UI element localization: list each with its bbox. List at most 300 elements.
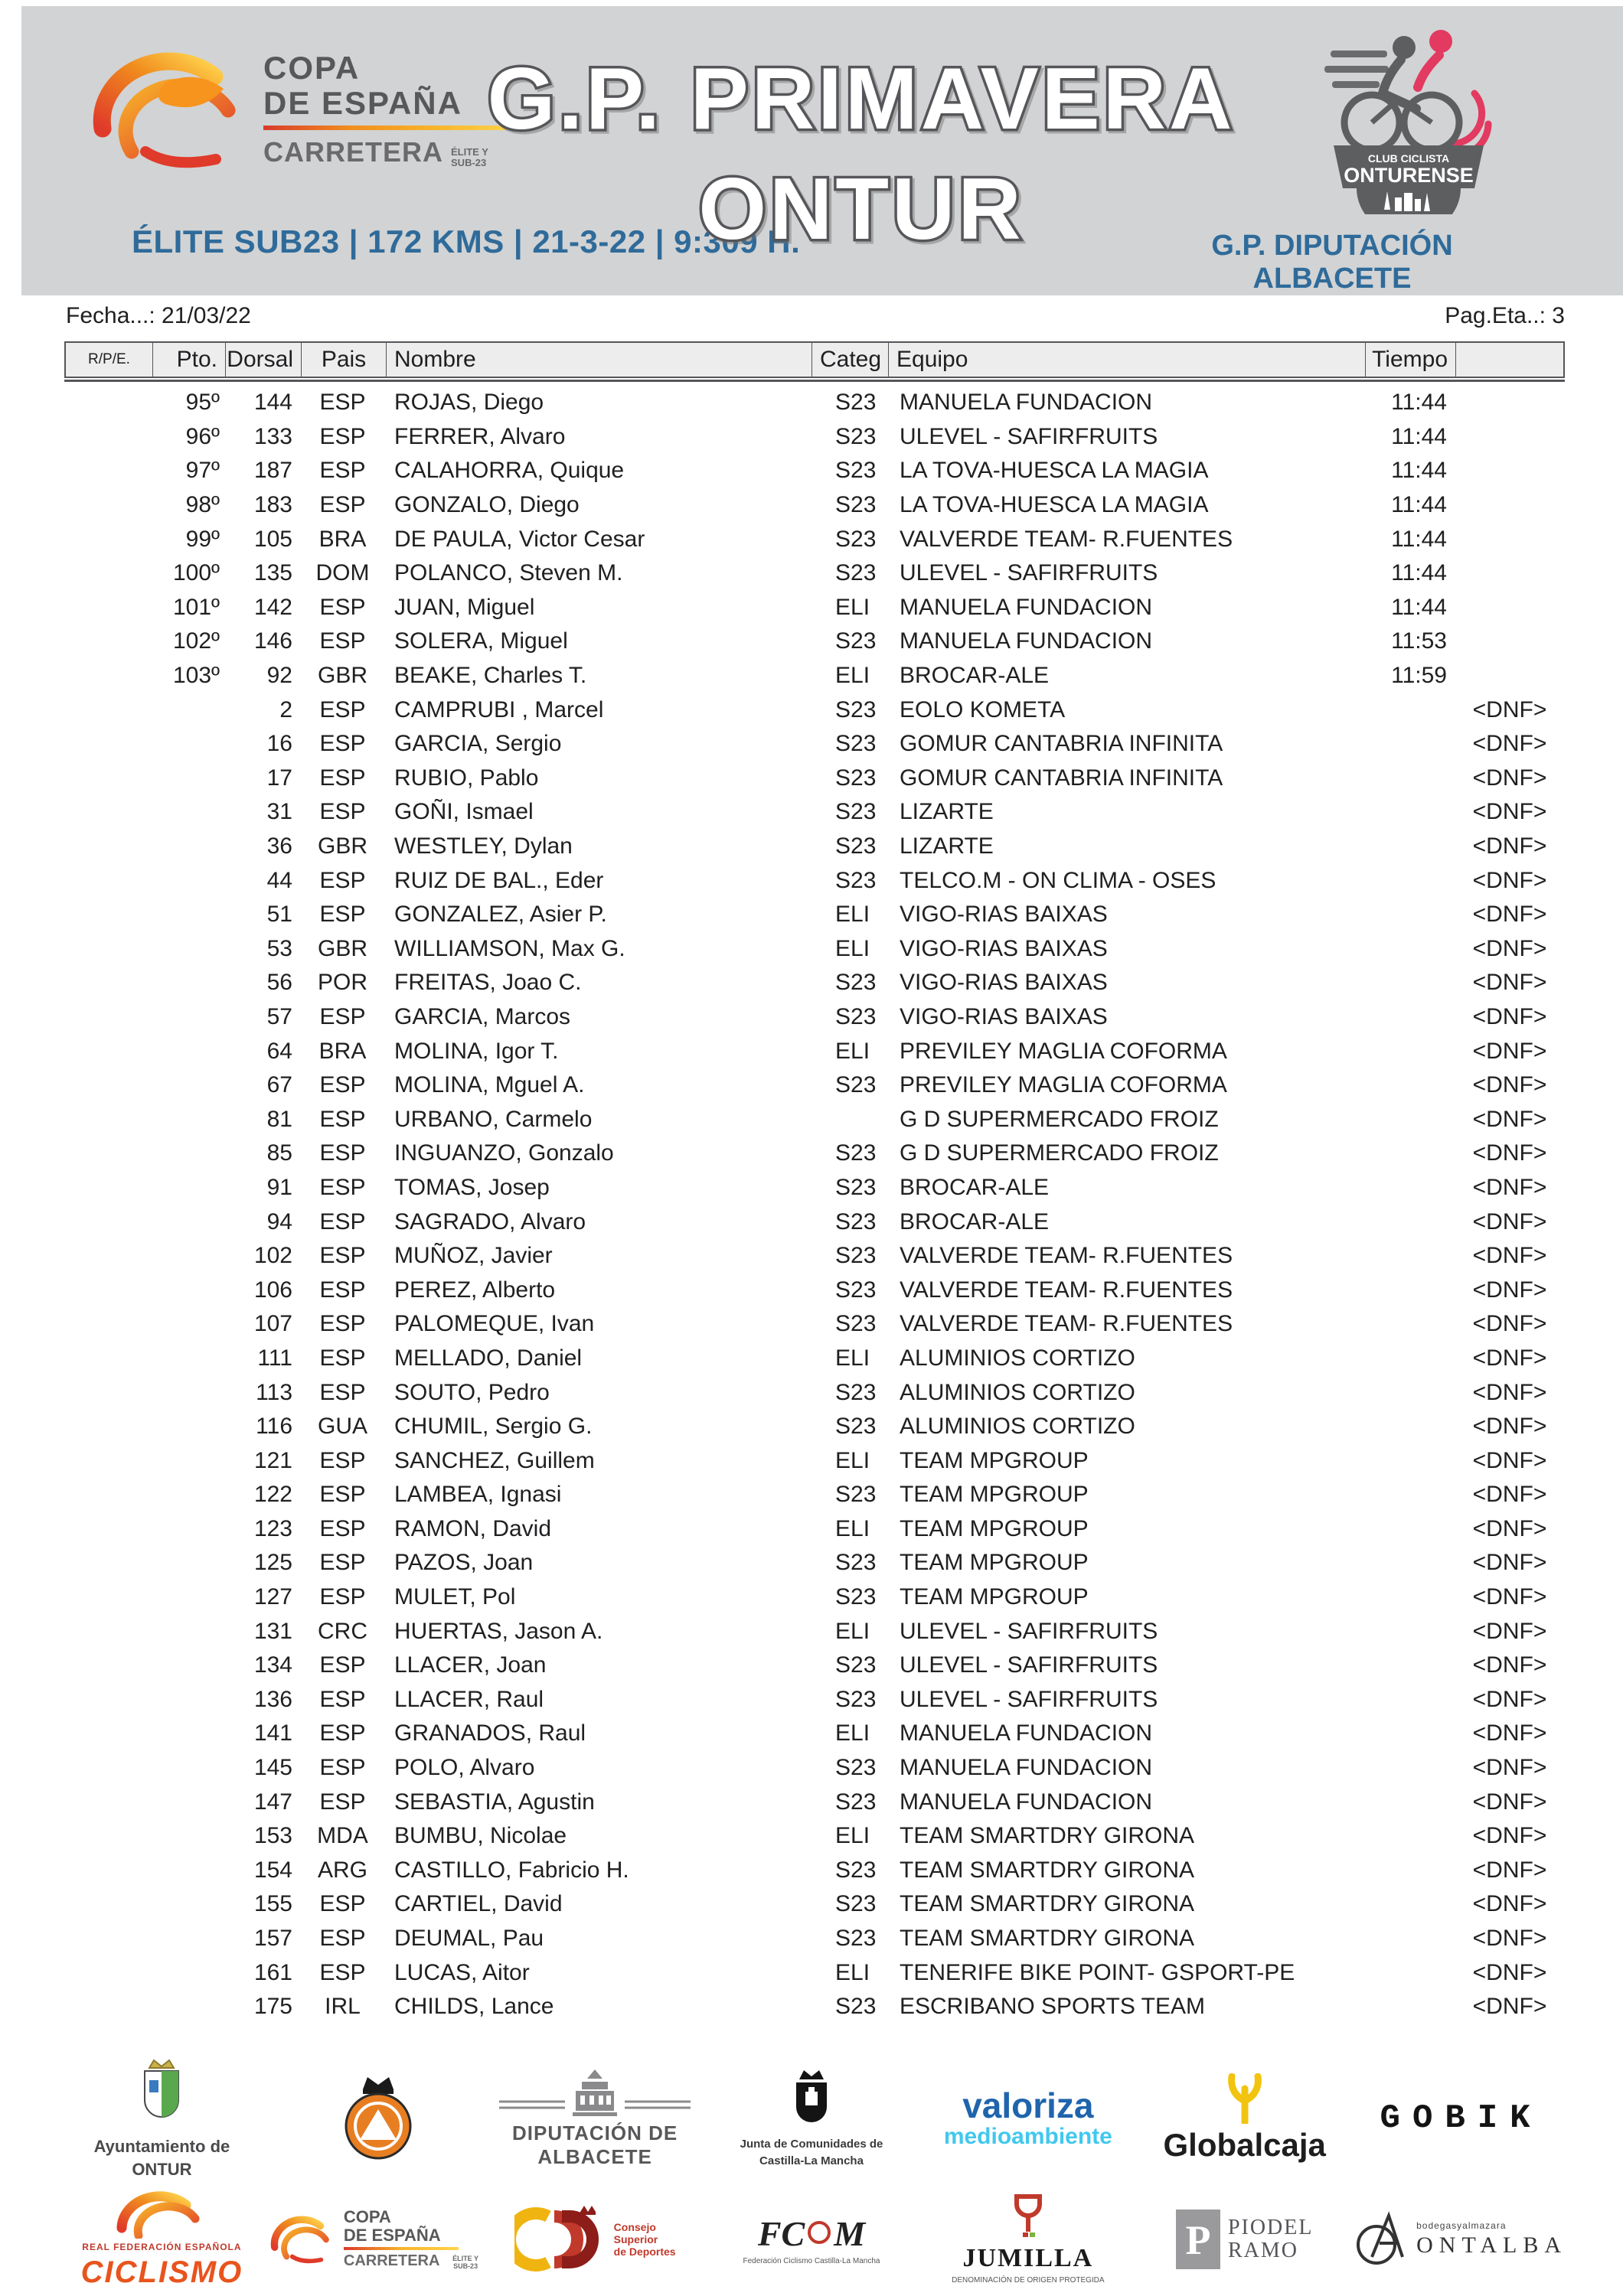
cell-equipo: VIGO-RIAS BAIXAS [900, 935, 1108, 961]
cell-categ: S23 [835, 1208, 877, 1234]
title-line2: ONTUR [698, 161, 1024, 258]
proteccion-civil-logo [341, 2073, 415, 2164]
rfec-swoosh-icon [116, 2188, 207, 2239]
cell-categ: ELI [835, 1038, 870, 1064]
svg-text:P: P [1185, 2216, 1211, 2263]
fccm-m: M [834, 2213, 866, 2253]
cell-nombre: DE PAULA, Victor Cesar [394, 526, 645, 552]
cell-pto: 103º [172, 663, 220, 689]
diputacion-albacete-logo [487, 2068, 704, 2169]
cell-nombre: POLO, Alvaro [394, 1755, 535, 1781]
cell-equipo: GOMUR CANTABRIA INFINITA [900, 731, 1223, 757]
cell-status: <DNF> [1472, 1652, 1547, 1678]
cell-nombre: GONZALO, Diego [394, 492, 580, 518]
cell-equipo: GOMUR CANTABRIA INFINITA [900, 765, 1223, 791]
cell-dorsal: 121 [253, 1447, 292, 1473]
fccm-subtitle: Federación Ciclismo Castilla-La Mancha [743, 2256, 880, 2265]
cell-dorsal: 64 [266, 1038, 292, 1064]
cell-status: <DNF> [1472, 1140, 1547, 1166]
cell-pto: 96º [185, 423, 220, 449]
cell-nombre: POLANCO, Steven M. [394, 560, 623, 586]
cell-categ: S23 [835, 1277, 877, 1303]
piodelramo-p-icon [1176, 2210, 1220, 2269]
table-row [64, 1580, 1565, 1615]
cell-dorsal: 142 [253, 594, 292, 620]
cell-pais: GUA [317, 1414, 367, 1440]
cell-equipo: ULEVEL - SAFIRFRUITS [900, 1652, 1158, 1678]
cell-nombre: GARCIA, Sergio [394, 731, 562, 757]
cell-categ: S23 [835, 833, 877, 859]
header-rule [64, 380, 1565, 382]
cell-categ: S23 [835, 1926, 877, 1952]
cell-dorsal: 92 [266, 663, 292, 689]
csd-line1: Consejo [613, 2220, 656, 2233]
cell-dorsal: 183 [253, 492, 292, 518]
rfec-line1: REAL FEDERACIÓN ESPAÑOLA [82, 2242, 242, 2252]
cell-nombre: LUCAS, Aitor [394, 1959, 530, 1985]
cell-nombre: SAGRADO, Alvaro [394, 1208, 586, 1234]
cell-dorsal: 175 [253, 1994, 292, 2020]
gobik-logo [1380, 2099, 1543, 2138]
valoriza-subtitle: medioambiente [943, 2123, 1112, 2149]
gp-diputacion-label: G.P. DIPUTACIÓN ALBACETE [1211, 230, 1453, 295]
cell-categ: S23 [835, 731, 877, 757]
jccm-line2: Castilla-La Mancha [759, 2154, 864, 2167]
table-row [64, 1785, 1565, 1819]
cell-tiempo: 11:44 [1391, 458, 1447, 484]
cell-categ: S23 [835, 799, 877, 825]
cell-nombre: CALAHORRA, Quique [394, 458, 625, 484]
cell-equipo: TEAM MPGROUP [900, 1550, 1089, 1576]
jumilla-wordmark: JUMILLA [962, 2244, 1094, 2272]
fccm-fc: FC [757, 2213, 805, 2253]
cell-status: <DNF> [1472, 1447, 1547, 1473]
cell-nombre: PAZOS, Joan [394, 1550, 534, 1576]
cell-pais: ESP [319, 1959, 366, 1985]
cell-pto: 95º [185, 390, 220, 416]
cell-nombre: MULET, Pol [394, 1584, 516, 1610]
cell-status: <DNF> [1472, 1277, 1547, 1303]
cell-categ: ELI [835, 594, 870, 620]
cell-pais: BRA [318, 526, 367, 552]
table-row [64, 522, 1565, 556]
cell-dorsal: 133 [253, 423, 292, 449]
table-row [64, 420, 1565, 455]
cell-nombre: FERRER, Alvaro [394, 423, 566, 449]
cell-dorsal: 135 [253, 560, 292, 586]
cell-nombre: CHILDS, Lance [394, 1994, 554, 2020]
table-row [64, 966, 1565, 1000]
cell-pto: 102º [172, 628, 220, 654]
fccm-wheel-icon [806, 2219, 832, 2245]
cell-pais: ESP [319, 1106, 366, 1132]
cell-categ: S23 [835, 1755, 877, 1781]
cell-equipo: MANUELA FUNDACION [900, 390, 1153, 416]
table-row [64, 1854, 1565, 1888]
cell-equipo: ALUMINIOS CORTIZO [900, 1379, 1135, 1405]
cell-categ: S23 [835, 765, 877, 791]
cell-tiempo: 11:44 [1391, 390, 1447, 416]
cell-status: <DNF> [1472, 1618, 1547, 1644]
table-row [64, 1614, 1565, 1649]
cell-equipo: LIZARTE [900, 833, 994, 859]
cell-pais: ESP [319, 799, 366, 825]
cell-status: <DNF> [1472, 1823, 1547, 1849]
jccm-shield-icon [787, 2069, 836, 2135]
cell-dorsal: 122 [253, 1482, 292, 1508]
cell-equipo: TEAM SMARTDRY GIRONA [900, 1857, 1195, 1883]
page-number-label: Pag.Eta..: 3 [1445, 303, 1565, 328]
cell-nombre: CASTILLO, Fabricio H. [394, 1857, 629, 1883]
cell-pais: ESP [319, 1243, 366, 1269]
cell-equipo: VIGO-RIAS BAIXAS [900, 970, 1108, 996]
cell-dorsal: 147 [253, 1789, 292, 1815]
table-row [64, 932, 1565, 967]
cell-nombre: MELLADO, Daniel [394, 1345, 583, 1371]
jumilla-glass-icon [1009, 2193, 1047, 2241]
cell-nombre: DEUMAL, Pau [394, 1926, 544, 1952]
cell-pais: ESP [319, 1311, 366, 1337]
onturense-line1: CLUB CICLISTA [1367, 152, 1450, 165]
table-row [64, 898, 1565, 932]
table-row [64, 1955, 1565, 1990]
cell-pto: 99º [185, 526, 220, 552]
cell-equipo: TELCO.M - ON CLIMA - OSES [900, 867, 1216, 893]
cell-equipo: VALVERDE TEAM- R.FUENTES [900, 1277, 1233, 1303]
results-rows [64, 386, 1565, 2024]
table-row [64, 386, 1565, 420]
cell-nombre: CARTIEL, David [394, 1891, 563, 1917]
cell-pais: MDA [317, 1823, 368, 1849]
cell-dorsal: 51 [266, 902, 292, 928]
ontalba-wordmark: ONTALBA [1416, 2232, 1568, 2258]
cell-dorsal: 136 [253, 1686, 292, 1712]
csd-line3: de Deportes [613, 2245, 676, 2258]
cell-pais: POR [317, 970, 367, 996]
cell-categ: S23 [835, 696, 877, 722]
table-row [64, 1205, 1565, 1239]
csd-line2: Superior [613, 2232, 658, 2245]
cell-dorsal: 102 [253, 1243, 292, 1269]
cell-pais: ESP [319, 1072, 366, 1098]
cell-status: <DNF> [1472, 1072, 1547, 1098]
copa-line2: DE ESPAÑA [263, 85, 462, 121]
diputacion-label: DIPUTACIÓN DE ALBACETE [512, 2121, 678, 2168]
cell-status: <DNF> [1472, 1994, 1547, 2020]
cell-pais: ESP [319, 1652, 366, 1678]
cell-categ: S23 [835, 560, 877, 586]
cell-equipo: TEAM MPGROUP [900, 1584, 1089, 1610]
cell-categ: S23 [835, 1311, 877, 1337]
col-status [1456, 343, 1566, 377]
cell-categ: S23 [835, 526, 877, 552]
copa-line1: COPA [263, 50, 361, 86]
cell-categ: S23 [835, 492, 877, 518]
sponsor-row-2 [54, 2187, 1569, 2291]
piodelramo-line2: RAMO [1227, 2238, 1298, 2262]
cell-pais: ESP [319, 628, 366, 654]
table-row [64, 1887, 1565, 1922]
cell-dorsal: 44 [266, 867, 292, 893]
cell-dorsal: 56 [266, 970, 292, 996]
cell-categ: S23 [835, 423, 877, 449]
cell-equipo: VIGO-RIAS BAIXAS [900, 1003, 1108, 1029]
cell-pais: ESP [319, 765, 366, 791]
cell-nombre: SEBASTIA, Agustin [394, 1789, 595, 1815]
cell-dorsal: 154 [253, 1857, 292, 1883]
cell-pais: ESP [319, 1482, 366, 1508]
table-row [64, 1683, 1565, 1717]
cell-pais: ESP [319, 1891, 366, 1917]
cell-status: <DNF> [1472, 765, 1547, 791]
csd-logo [514, 2204, 676, 2275]
cell-nombre: FREITAS, Joao C. [394, 970, 582, 996]
cell-nombre: WESTLEY, Dylan [394, 833, 573, 859]
cell-status: <DNF> [1472, 935, 1547, 961]
jccm-logo [740, 2069, 883, 2168]
cell-equipo: TEAM MPGROUP [900, 1515, 1089, 1541]
cell-nombre: RUBIO, Pablo [394, 765, 539, 791]
cell-status: <DNF> [1472, 1891, 1547, 1917]
table-row [64, 1000, 1565, 1035]
cell-status: <DNF> [1472, 1857, 1547, 1883]
table-row [64, 1034, 1565, 1068]
results-table [64, 341, 1565, 2024]
cell-nombre: MOLINA, Mguel A. [394, 1072, 585, 1098]
copa-footer-line4: ÉLITE Y SUB-23 [452, 2255, 478, 2270]
cell-categ: S23 [835, 1652, 877, 1678]
cell-pais: ESP [319, 1755, 366, 1781]
cell-equipo: VALVERDE TEAM- R.FUENTES [900, 1243, 1233, 1269]
copa-line4: ÉLITE Y SUB-23 [451, 146, 488, 168]
col-tiempo: Tiempo [1366, 343, 1456, 377]
cell-tiempo: 11:44 [1391, 526, 1447, 552]
cell-pais: ESP [319, 1140, 366, 1166]
race-subtitle: ÉLITE SUB23 | 172 KMS | 21-3-22 | 9:309 H. [132, 223, 801, 259]
cell-equipo: TEAM SMARTDRY GIRONA [900, 1926, 1195, 1952]
cell-pais: GBR [317, 663, 367, 689]
cell-categ: S23 [835, 1857, 877, 1883]
cell-pais: IRL [325, 1994, 361, 2020]
cell-status: <DNF> [1472, 1482, 1547, 1508]
cell-dorsal: 53 [266, 935, 292, 961]
table-row [64, 1751, 1565, 1786]
ontur-shield-icon [131, 2057, 192, 2134]
cell-dorsal: 16 [266, 731, 292, 757]
cell-categ: ELI [835, 663, 870, 689]
copa-footer-bar [344, 2247, 459, 2250]
col-dorsal: Dorsal [226, 343, 302, 377]
cell-status: <DNF> [1472, 1379, 1547, 1405]
cell-dorsal: 91 [266, 1174, 292, 1200]
cell-pais: ESP [319, 1174, 366, 1200]
table-row [64, 1137, 1565, 1171]
table-row [64, 1649, 1565, 1683]
table-header [64, 341, 1565, 378]
table-row [64, 1307, 1565, 1342]
cell-categ: S23 [835, 1789, 877, 1815]
cell-dorsal: 116 [256, 1414, 292, 1440]
table-row [64, 556, 1565, 591]
cell-categ: S23 [835, 1072, 877, 1098]
table-row [64, 625, 1565, 659]
cell-pais: ESP [319, 867, 366, 893]
table-row [64, 1239, 1565, 1274]
cell-categ: S23 [835, 1243, 877, 1269]
cell-nombre: SOUTO, Pedro [394, 1379, 550, 1405]
copa-footer-swoosh-icon [270, 2206, 336, 2272]
cell-categ: ELI [835, 902, 870, 928]
globalcaja-wordmark: Globalcaja [1163, 2126, 1326, 2163]
table-row [64, 1990, 1565, 2024]
cell-equipo: TEAM SMARTDRY GIRONA [900, 1823, 1195, 1849]
table-row [64, 762, 1565, 796]
cell-status: <DNF> [1472, 1515, 1547, 1541]
cell-status: <DNF> [1472, 696, 1547, 722]
cell-status: <DNF> [1472, 1174, 1547, 1200]
cell-equipo: ULEVEL - SAFIRFRUITS [900, 560, 1158, 586]
cell-pais: ESP [319, 1345, 366, 1371]
cell-equipo: LA TOVA-HUESCA LA MAGIA [900, 492, 1209, 518]
cell-dorsal: 36 [266, 833, 292, 859]
copa-footer-line1: COPA [343, 2207, 391, 2226]
cell-categ: S23 [835, 1140, 877, 1166]
rfec-ciclismo-logo [81, 2188, 243, 2290]
cell-equipo: BROCAR-ALE [900, 1208, 1050, 1234]
cell-categ: S23 [835, 1686, 877, 1712]
cell-equipo: MANUELA FUNDACION [900, 594, 1153, 620]
cell-status: <DNF> [1472, 1038, 1547, 1064]
cell-pto: 98º [185, 492, 220, 518]
cell-categ: ELI [835, 1515, 870, 1541]
cell-pais: ARG [317, 1857, 367, 1883]
cell-dorsal: 141 [253, 1720, 292, 1746]
globalcaja-wheat-icon [1218, 2073, 1272, 2124]
cell-status: <DNF> [1472, 1414, 1547, 1440]
cell-status: <DNF> [1472, 1208, 1547, 1234]
col-nombre: Nombre [387, 343, 812, 377]
cell-status: <DNF> [1472, 1106, 1547, 1132]
cell-pais: ESP [319, 1789, 366, 1815]
onturense-logo [1324, 17, 1493, 218]
cell-dorsal: 134 [253, 1652, 292, 1678]
table-row [64, 830, 1565, 864]
cell-dorsal: 67 [266, 1072, 292, 1098]
cell-dorsal: 123 [253, 1515, 292, 1541]
date-label: Fecha...: 21/03/22 [66, 303, 251, 328]
cell-equipo: LIZARTE [900, 799, 994, 825]
cell-equipo: ESCRIBANO SPORTS TEAM [900, 1994, 1205, 2020]
ayuntamiento-line2: ONTUR [132, 2159, 192, 2179]
cell-categ: S23 [835, 1550, 877, 1576]
cell-pais: ESP [319, 1379, 366, 1405]
cell-status: <DNF> [1472, 970, 1547, 996]
cell-pais: ESP [319, 1447, 366, 1473]
table-row [64, 1443, 1565, 1478]
onturense-shield-icon [1324, 17, 1493, 214]
col-categ: Categ [812, 343, 889, 377]
table-row [64, 1512, 1565, 1547]
cell-equipo: ULEVEL - SAFIRFRUITS [900, 1618, 1158, 1644]
copa-line3: CARRETERA [263, 136, 444, 168]
cell-status: <DNF> [1472, 1345, 1547, 1371]
globalcaja-logo [1164, 2073, 1326, 2164]
cell-categ: S23 [835, 1482, 877, 1508]
cell-nombre: SOLERA, Miguel [394, 628, 568, 654]
cell-nombre: RAMON, David [394, 1515, 552, 1541]
cell-nombre: BEAKE, Charles T. [394, 663, 587, 689]
cell-pais: ESP [319, 390, 366, 416]
table-row [64, 1273, 1565, 1307]
table-row [64, 454, 1565, 488]
cell-pais: ESP [319, 696, 366, 722]
jumilla-logo [952, 2193, 1104, 2285]
table-row [64, 1717, 1565, 1751]
table-row [64, 1410, 1565, 1444]
cell-pais: ESP [319, 1550, 366, 1576]
cell-pais: ESP [319, 458, 366, 484]
cell-nombre: MOLINA, Igor T. [394, 1038, 559, 1064]
table-row [64, 488, 1565, 523]
table-row [64, 1478, 1565, 1512]
cell-equipo: TEAM MPGROUP [900, 1482, 1089, 1508]
cell-equipo: LA TOVA-HUESCA LA MAGIA [900, 458, 1209, 484]
cell-categ: ELI [835, 1345, 870, 1371]
cell-dorsal: 85 [266, 1140, 292, 1166]
cell-dorsal: 155 [253, 1891, 292, 1917]
title-line1: G.P. PRIMAVERA [487, 51, 1236, 148]
cell-dorsal: 146 [253, 628, 292, 654]
cell-equipo: PREVILEY MAGLIA COFORMA [900, 1072, 1227, 1098]
cell-status: <DNF> [1472, 1926, 1547, 1952]
cell-nombre: URBANO, Carmelo [394, 1106, 593, 1132]
cell-nombre: CAMPRUBI , Marcel [394, 696, 604, 722]
cell-equipo: BROCAR-ALE [900, 663, 1050, 689]
cell-categ: S23 [835, 1414, 877, 1440]
cell-pais: ESP [319, 492, 366, 518]
cell-status: <DNF> [1472, 1003, 1547, 1029]
col-rpe: R/P/E. [66, 343, 153, 377]
cell-nombre: JUAN, Miguel [394, 594, 535, 620]
cell-pais: ESP [319, 1003, 366, 1029]
table-row [64, 1819, 1565, 1854]
cell-pais: GBR [317, 833, 367, 859]
cell-nombre: SANCHEZ, Guillem [394, 1447, 595, 1473]
cell-status: <DNF> [1472, 1959, 1547, 1985]
col-pto: Pto. [153, 343, 226, 377]
cell-pais: ESP [319, 1584, 366, 1610]
diputacion-building-icon [499, 2068, 691, 2118]
cell-dorsal: 31 [266, 799, 292, 825]
csd-icon [514, 2204, 606, 2275]
valoriza-logo [943, 2085, 1112, 2149]
cell-pais: ESP [319, 1208, 366, 1234]
cell-nombre: GOÑI, Ismael [394, 799, 534, 825]
page-title [467, 20, 1256, 280]
cell-status: <DNF> [1472, 1243, 1547, 1269]
cell-categ: ELI [835, 935, 870, 961]
cell-nombre: HUERTAS, Jason A. [394, 1618, 603, 1644]
cell-dorsal: 111 [257, 1345, 292, 1371]
col-pais: Pais [302, 343, 387, 377]
cell-pais: ESP [319, 1720, 366, 1746]
cell-categ: S23 [835, 1174, 877, 1200]
cell-tiempo: 11:59 [1391, 663, 1447, 689]
cell-dorsal: 144 [253, 390, 292, 416]
cell-status: <DNF> [1472, 1550, 1547, 1576]
cell-equipo: MANUELA FUNDACION [900, 628, 1153, 654]
cell-dorsal: 125 [253, 1550, 292, 1576]
